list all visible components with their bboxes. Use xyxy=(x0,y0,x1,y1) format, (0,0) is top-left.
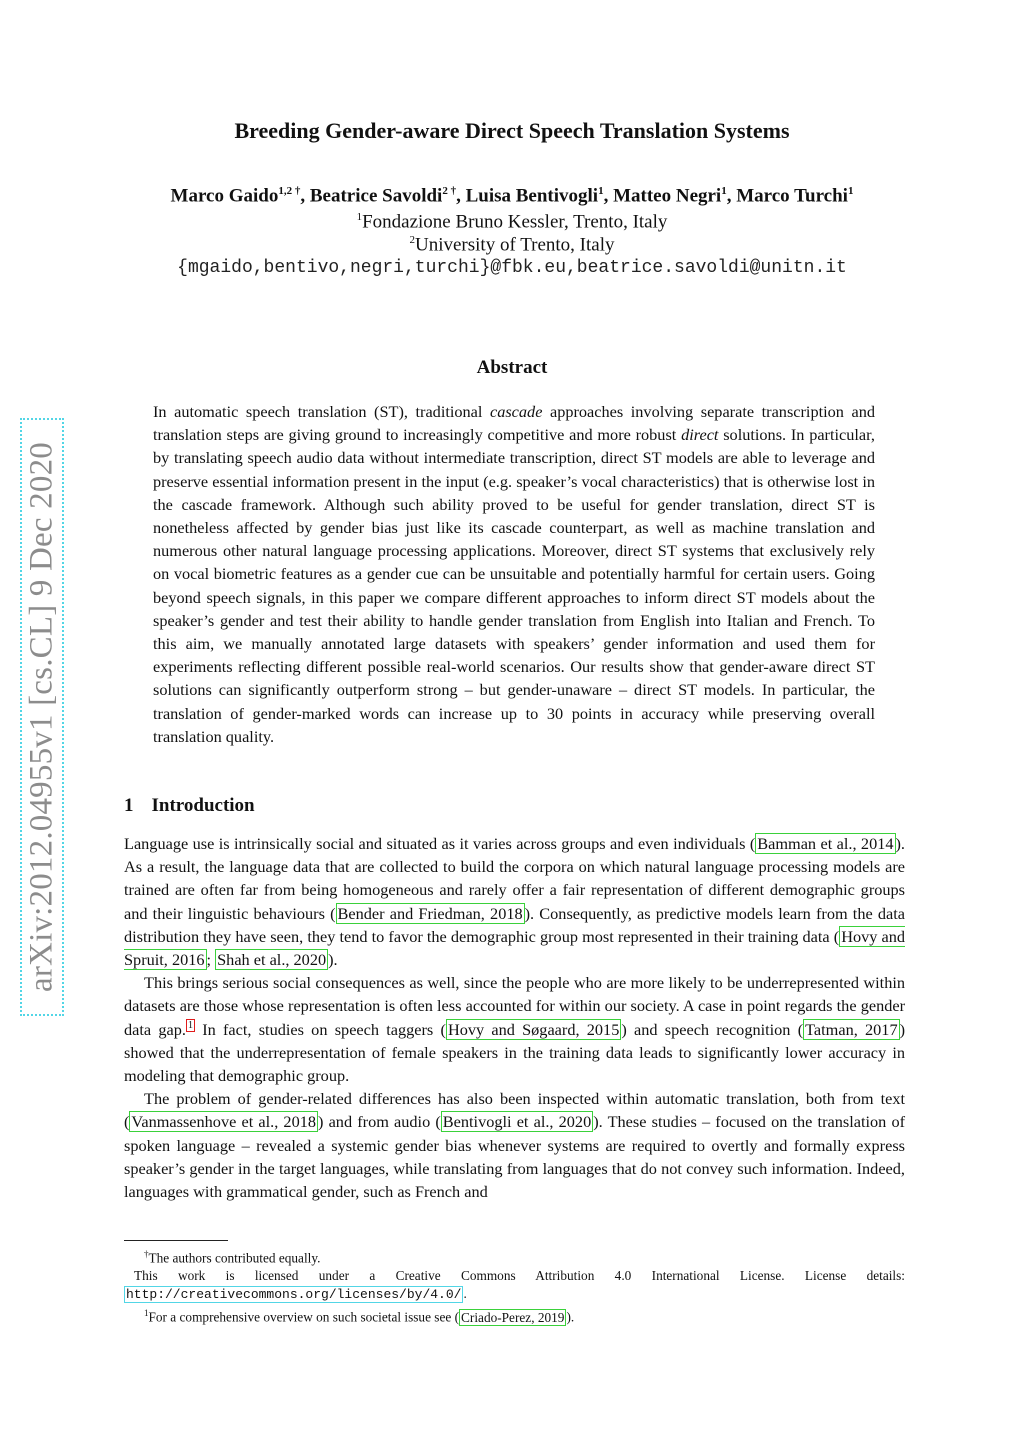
citation-link[interactable]: Bamman et al., 2014 xyxy=(757,834,894,853)
text-run: ) and from audio ( xyxy=(318,1112,441,1132)
text-run: ). These studies – focused on the translation of spoken language – revealed a systemic gender bias whenever systems are required to overtly and formally express speaker’s gender in the target languages, while translating from languages that do not convey such information. Indeed, languages with grammatical gender, such as French and xyxy=(124,1112,906,1202)
text-run: ) showed that the underrepresentation of female speakers in the training data leads to significantly lower accuracy in modeling that demographic group. xyxy=(124,1019,906,1086)
body-paragraph xyxy=(124,971,905,1087)
affiliation-1-marker: 1 xyxy=(356,211,363,223)
text-run: In automatic speech translation (ST), traditional xyxy=(153,402,490,421)
footnote-1-end: ). xyxy=(566,1309,575,1325)
author-affiliation-marker: 1 xyxy=(721,185,727,197)
affiliation-2-marker: 2 xyxy=(409,234,415,246)
author-separator: , xyxy=(456,185,466,207)
paper-title: Breeding Gender-aware Direct Speech Translation Systems xyxy=(234,118,790,143)
footnote-1-text: For a comprehensive overview on such societal issue see ( xyxy=(148,1309,460,1325)
section-number: 1 xyxy=(124,795,134,816)
citation-link[interactable]: Criado-Perez, 2019 xyxy=(461,1309,565,1325)
affiliation-2-text: University of Trento, Italy xyxy=(415,234,615,256)
citation-link[interactable]: Shah et al., 2020 xyxy=(217,950,327,970)
footnote-divider xyxy=(124,1240,228,1241)
license-url-period: . xyxy=(463,1286,467,1302)
citation-link[interactable]: Hovy and Spruit, 2016 xyxy=(124,926,905,970)
author-name: Marco Gaido xyxy=(170,185,279,207)
text-run: ) and speech recognition ( xyxy=(621,1019,804,1039)
text-run: approaches involving separate transcription and translation steps are giving ground to increasingly competitive and more robust xyxy=(153,402,875,445)
arxiv-identifier: arXiv:2012.04955v1 [cs.CL] 9 Dec 2020 xyxy=(23,442,60,992)
author-list xyxy=(0,185,1024,207)
footnotes xyxy=(124,1245,905,1327)
abstract-text xyxy=(153,400,875,748)
text-run: solutions. In particular, by translating speech audio data without intermediate transcription, direct ST models are able to leverage and preserve essential information present in the input (e.g. speaker’s vocal characteristics) that is otherwise lost in the cascade framework. Although such ability proved to be useful for gender translation, direct ST is nonetheless affected by gender bias just like its cascade counterpart, as well as machine translation and numerous other natural language processing applications. Moreover, direct ST systems that exclusively rely on vocal biometric features as a gender cue can be unsuitable and potentially harmful for certain users. Going beyond speech signals, in this paper we compare different approaches to inform direct ST models about the speaker’s gender and test their ability to handle gender translation from English into Italian and French. To this aim, we manually annotated large datasets with speakers’ gender information and used them for experiments reflecting different possible real-world scenarios. Our results show that gender-aware direct ST solutions can significantly outperform strong – but gender-unaware – direct ST models. In particular, the translation of gender-marked words can increase up to 30 points in accuracy while preserving overall translation quality. xyxy=(153,425,875,746)
text-run: ). As a result, the language data that are collected to build the corpora on which natural language processing models are trained are often far from being homogeneous and rarely offer a fair representation of different demographic groups and their linguistic behaviours ( xyxy=(124,834,905,923)
affiliation-2 xyxy=(0,234,1024,256)
author-name: Beatrice Savoldi xyxy=(309,185,443,207)
body-paragraph xyxy=(124,1087,905,1203)
text-run: ; xyxy=(206,950,216,970)
author-name: Marco Turchi xyxy=(736,185,848,207)
emphasis-text: cascade xyxy=(489,402,543,421)
body-paragraph xyxy=(124,832,905,971)
author-affiliation-marker: 1 xyxy=(598,185,604,197)
author-separator: , xyxy=(726,185,737,207)
author-affiliation-marker: 1 xyxy=(847,185,854,197)
footnote-equal-text: The authors contributed equally. xyxy=(148,1250,321,1266)
section-heading-introduction xyxy=(124,795,255,817)
author-separator: , xyxy=(603,185,614,207)
section-title: Introduction xyxy=(151,795,255,816)
emphasis-text: direct xyxy=(681,425,719,445)
text-run: ). xyxy=(328,950,338,970)
text-run: Language use is intrinsically social and situated as it varies across groups and even individuals ( xyxy=(124,834,756,853)
citation-link[interactable]: Vanmassenhove et al., 2018 xyxy=(131,1112,316,1132)
author-name: Matteo Negri xyxy=(613,185,722,207)
author-separator: , xyxy=(300,185,310,207)
affiliation-1-text: Fondazione Bruno Kessler, Trento, Italy xyxy=(362,211,668,233)
abstract-heading: Abstract xyxy=(476,357,548,378)
license-url-link[interactable]: http://creativecommons.org/licenses/by/4.0/ xyxy=(126,1287,462,1303)
introduction-body xyxy=(124,832,905,1203)
text-run: In fact, studies on speech taggers ( xyxy=(194,1019,446,1039)
footnote-1-marker: 1 xyxy=(144,1308,149,1319)
author-emails: {mgaido,bentivo,negri,turchi}@fbk.eu,beatrice.savoldi@unitn.it xyxy=(177,258,847,278)
citation-link[interactable]: Tatman, 2017 xyxy=(805,1019,898,1039)
footnote-1 xyxy=(124,1304,905,1326)
arxiv-side-stamp xyxy=(20,418,64,1016)
footnote-dagger: † xyxy=(144,1249,149,1259)
citation-link[interactable]: Hovy and Søgaard, 2015 xyxy=(447,1019,620,1039)
text-run: The problem of gender-related differences has also been inspected within automatic translation, both from text ( xyxy=(124,1089,905,1132)
footnote-equal-contribution xyxy=(124,1245,905,1267)
footnote-reference[interactable]: 1 xyxy=(187,1020,193,1032)
license-url-line xyxy=(124,1285,905,1304)
author-affiliation-marker: 2 † xyxy=(442,185,457,197)
author-affiliation-marker: 1,2 † xyxy=(278,185,301,197)
text-run: This brings serious social consequences as well, since the people who are more likely to be underrepresented within datasets are those whose representation is often less accounted for within our society. A case in point regards the gender data gap. xyxy=(124,973,905,1039)
citation-link[interactable]: Bentivogli et al., 2020 xyxy=(442,1112,592,1132)
author-name: Luisa Bentivogli xyxy=(465,185,599,207)
citation-link[interactable]: Bender and Friedman, 2018 xyxy=(337,903,523,923)
affiliation-1 xyxy=(0,211,1024,233)
text-run: ). Consequently, as predictive models learn from the data distribution they have seen, they tend to favor the demographic group most represented in their training data ( xyxy=(124,903,905,946)
license-statement: This work is licensed under a Creative Commons Attribution 4.0 International License. License details: xyxy=(134,1268,905,1284)
